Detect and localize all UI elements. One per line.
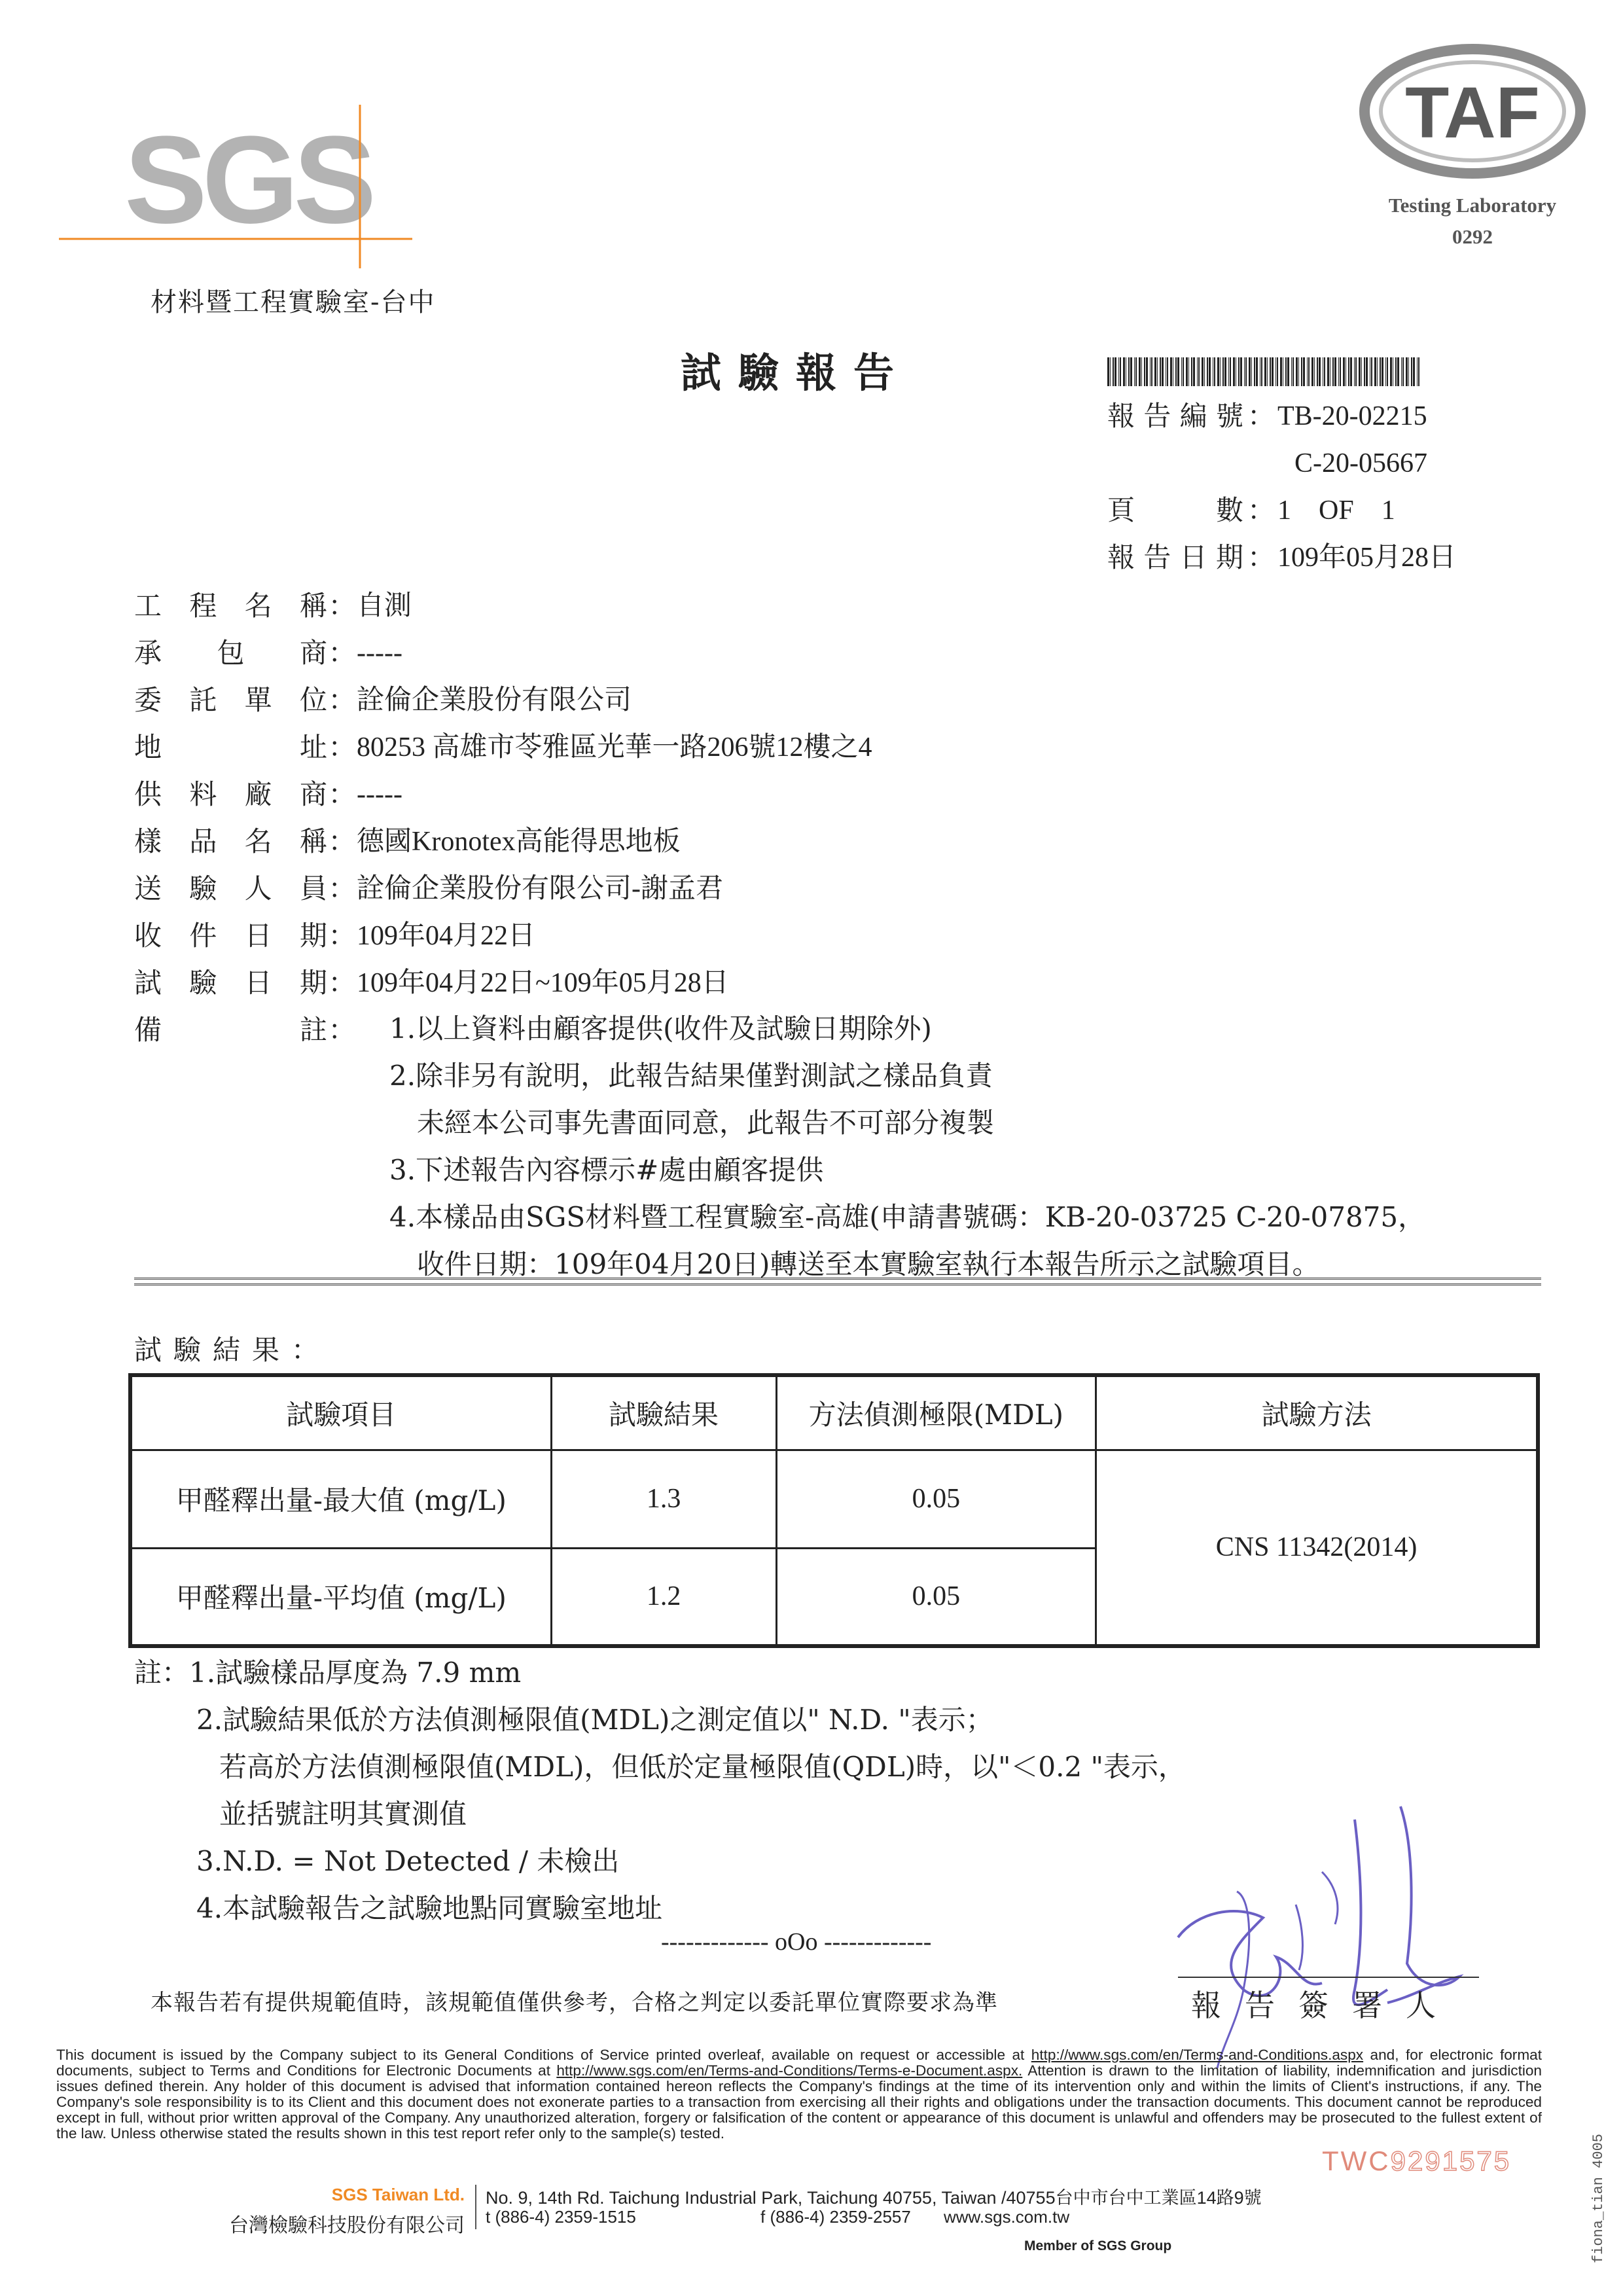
test-method-cell: CNS 11342(2014) <box>1096 1450 1538 1646</box>
barcode-bar <box>1293 357 1294 386</box>
barcode-bar <box>1382 357 1383 386</box>
barcode-bar <box>1364 357 1365 386</box>
note-item: 若高於方法偵測極限值(MDL)，但低於定量極限值(QDL)時，以"＜0.2 "表示， <box>219 1751 1186 1783</box>
barcode-bar <box>1230 357 1231 386</box>
footer-company <box>190 2185 465 2238</box>
barcode-bar <box>1308 357 1310 386</box>
barcode-bar <box>1240 357 1242 386</box>
barcode-bar <box>1202 357 1204 386</box>
barcode-bar <box>1264 357 1266 386</box>
barcode-bar <box>1285 357 1287 386</box>
barcode-bar <box>1387 357 1388 386</box>
barcode-bar <box>1314 357 1315 386</box>
footer-tel: t (886-4) 2359-1515 <box>486 2207 636 2227</box>
info-row-sample <box>134 818 872 865</box>
barcode-bar <box>1228 357 1229 386</box>
remark-item: 2.除非另有說明，此報告結果僅對測試之樣品負責 <box>389 1060 993 1092</box>
barcode-bar <box>1270 357 1271 386</box>
report-number-value-2: C-20-05667 <box>1294 448 1427 478</box>
barcode-bar <box>1183 357 1184 386</box>
colon: ： <box>1247 494 1275 526</box>
barcode-bar <box>1224 357 1226 386</box>
barcode-bar <box>1354 357 1355 386</box>
barcode-bar <box>1327 357 1329 386</box>
barcode-bar <box>1175 357 1177 386</box>
table-header-cell: 試驗方法 <box>1096 1375 1538 1450</box>
barcode-bar <box>1128 357 1130 386</box>
sgs-logo <box>59 105 412 268</box>
page-count-label: 頁數 <box>1107 494 1245 526</box>
info-label: 收件日期 <box>134 920 327 952</box>
barcode-bar <box>1160 357 1161 386</box>
sgs-logo-text: SGS <box>124 111 372 249</box>
barcode-bar <box>1267 357 1268 386</box>
results-table <box>128 1373 1540 1648</box>
barcode-bar <box>1238 357 1240 386</box>
footer-contact <box>486 2207 1069 2227</box>
remark-item: 未經本公司事先書面同意，此報告不可部分複製 <box>417 1107 995 1139</box>
barcode-bar <box>1340 357 1341 386</box>
colon: ： <box>328 590 356 622</box>
legal-text <box>56 2047 1542 2142</box>
legal-part: Attention is drawn to the limitation of liability, indemnification and jurisdiction issues defined therein. Any holder of this document is advised that information contained hereon reflects the Company's findings at the time of its intervention only and within the limits of Client's instructions, if any. The Company's sole responsibility is to its Client and this document does not exonerate parties to a transaction from exercising all their rights and obligations under the transaction documents. This document cannot be reproduced except in full, without prior written approval of the Company. Any unauthorized alteration, forgery or falsification of the content or appearance of this document is unlawful and offenders may be prosecuted to the fullest extent of the law. Unless otherwise stated the results shown in this test report refer only to the sample(s) tested. <box>56 2062 1542 2142</box>
table-header-row <box>130 1375 1538 1450</box>
barcode-bar <box>1115 357 1116 386</box>
barcode-bar <box>1343 357 1345 386</box>
barcode-bar <box>1406 357 1408 386</box>
barcode-bar <box>1245 357 1247 386</box>
info-value: ----- <box>357 638 402 668</box>
barcode-bar <box>1254 357 1255 386</box>
barcode-bar <box>1408 357 1409 386</box>
info-label: 地址 <box>134 731 327 763</box>
barcode-bar <box>1130 357 1132 386</box>
barcode-bar <box>1390 357 1392 386</box>
info-row-submitter <box>134 865 872 912</box>
legal-part: This document is issued by the Company subject to its General Conditions of Service printed overleaf, available on request or accessible at <box>56 2047 1031 2063</box>
note-item: 4.本試驗報告之試驗地點同實驗室地址 <box>196 1892 663 1924</box>
barcode-bar <box>1162 357 1164 386</box>
report-number-label-2 <box>1107 440 1245 487</box>
barcode-bar <box>1222 357 1224 386</box>
barcode-bar <box>1418 357 1419 386</box>
page-count-row <box>1107 487 1456 534</box>
barcode <box>1107 357 1421 386</box>
signature <box>1139 1793 1479 2075</box>
barcode-bar <box>1401 357 1402 386</box>
barcode-bar <box>1411 357 1412 386</box>
barcode-bar <box>1135 357 1137 386</box>
barcode-bar <box>1139 357 1141 386</box>
barcode-bar <box>1275 357 1276 386</box>
test-result-cell: 1.3 <box>551 1450 776 1548</box>
colon: ： <box>328 872 356 905</box>
report-meta <box>1107 393 1456 581</box>
taf-caption-line2: 0292 <box>1452 225 1493 248</box>
barcode-bar <box>1220 357 1221 386</box>
info-value: ----- <box>357 780 402 810</box>
colon: ： <box>328 967 356 999</box>
barcode-bar <box>1113 357 1114 386</box>
barcode-bar <box>1217 357 1219 386</box>
info-label: 工程名稱 <box>134 590 327 622</box>
note-item: 註：1.試驗樣品厚度為 7.9 mm <box>134 1657 522 1689</box>
barcode-bar <box>1146 357 1148 386</box>
disclaimer-zh: 本報告若有提供規範值時，該規範值僅供參考，合格之判定以委託單位實際要求為準 <box>151 1990 998 2016</box>
test-item-cell: 甲醛釋出量-平均值 (mg/L) <box>130 1548 551 1646</box>
report-number-label: 報告編號 <box>1107 400 1245 432</box>
barcode-bar <box>1244 357 1245 386</box>
barcode-bar <box>1350 357 1352 386</box>
colon: ： <box>328 684 356 716</box>
barcode-bar <box>1385 357 1386 386</box>
barcode-bar <box>1272 357 1274 386</box>
info-label: 委託單位 <box>134 684 327 716</box>
signer-label: 報告簽署人 <box>1191 1988 1459 2023</box>
spacer <box>1245 440 1277 487</box>
barcode-bar <box>1361 357 1362 386</box>
note-item: 3.N.D. = Not Detected / 未檢出 <box>196 1845 620 1877</box>
note-item: 並括號註明其實測值 <box>219 1798 467 1830</box>
page-count-value: 1 OF 1 <box>1277 495 1395 526</box>
signature-line <box>1178 1977 1479 1978</box>
barcode-bar <box>1186 357 1188 386</box>
info-label: 備註 <box>134 1014 327 1046</box>
barcode-bar <box>1188 357 1189 386</box>
info-value: 80253 高雄市苓雅區光華一路206號12樓之4 <box>357 732 872 762</box>
barcode-bar <box>1298 357 1299 386</box>
legal-part: and, for electronic format documents, subject to Terms and Conditions for Electronic Documents at <box>56 2047 1542 2079</box>
taf-logo-text: TAF <box>1405 73 1540 153</box>
footer-address: No. 9, 14th Rd. Taichung Industrial Park, Taichung 40755, Taiwan /40755台中市台中工業區14路9號 <box>486 2188 1262 2208</box>
info-value: 詮倫企業股份有限公司 <box>357 685 632 715</box>
barcode-bar <box>1120 357 1121 386</box>
barcode-bar <box>1157 357 1158 386</box>
terms-e-document-link[interactable]: http://www.sgs.com/en/Terms-and-Conditions/Terms-e-Document.aspx. <box>556 2062 1023 2079</box>
info-label: 供料廠商 <box>134 778 327 810</box>
barcode-bar <box>1214 357 1215 386</box>
barcode-bar <box>1134 357 1135 386</box>
barcode-bar <box>1251 357 1252 386</box>
barcode-bar <box>1371 357 1372 386</box>
barcode-bar <box>1198 357 1200 386</box>
info-value: 德國Kronotex高能得思地板 <box>357 827 681 857</box>
test-result-cell: 1.2 <box>551 1548 776 1646</box>
barcode-bar <box>1338 357 1339 386</box>
barcode-bar <box>1301 357 1302 386</box>
barcode-bar <box>1359 357 1361 386</box>
barcode-bar <box>1377 357 1378 386</box>
colon: ： <box>328 778 356 810</box>
lab-name: 材料暨工程實驗室-台中 <box>151 287 436 317</box>
barcode-bar <box>1177 357 1179 386</box>
barcode-bar <box>1207 357 1208 386</box>
footer-fax: f (886-4) 2359-2557 <box>760 2207 911 2227</box>
barcode-bar <box>1280 357 1282 386</box>
barcode-bar <box>1307 357 1308 386</box>
barcode-bar <box>1151 357 1152 386</box>
barcode-bar <box>1249 357 1251 386</box>
barcode-bar <box>1417 357 1418 386</box>
company-name-en: SGS Taiwan Ltd. <box>331 2185 465 2204</box>
report-title: 試驗報告 <box>681 349 912 397</box>
info-label: 樣品名稱 <box>134 825 327 857</box>
report-number-row <box>1107 393 1456 440</box>
results-heading: 試驗結果： <box>134 1334 331 1366</box>
barcode-bar <box>1191 357 1192 386</box>
barcode-bar <box>1256 357 1258 386</box>
note-item: 2.試驗結果低於方法偵測極限值(MDL)之測定值以" N.D. "表示； <box>196 1704 993 1736</box>
barcode-bar <box>1170 357 1172 386</box>
report-date-label: 報告日期 <box>1107 541 1245 573</box>
table-header-cell: 方法偵測極限(MDL) <box>776 1375 1096 1450</box>
colon: ： <box>328 1014 356 1046</box>
barcode-bar <box>1261 357 1262 386</box>
document-serial <box>1322 2145 1511 2177</box>
taf-caption-line1: Testing Laboratory <box>1388 194 1557 217</box>
barcode-bar <box>1334 357 1336 386</box>
double-divider <box>134 1278 1541 1285</box>
barcode-bar <box>1110 357 1111 386</box>
barcode-bar <box>1324 357 1325 386</box>
barcode-bar <box>1317 357 1318 386</box>
barcode-bar <box>1204 357 1205 386</box>
side-annotation: fiona_tian 4005 <box>1590 2134 1607 2264</box>
barcode-bar <box>1380 357 1381 386</box>
info-row-supplier <box>134 771 872 818</box>
info-row-test-date <box>134 960 872 1007</box>
barcode-bar <box>1296 357 1298 386</box>
barcode-bar <box>1303 357 1305 386</box>
info-row-address <box>134 724 872 771</box>
barcode-bar <box>1193 357 1195 386</box>
mdl-cell: 0.05 <box>776 1548 1096 1646</box>
terms-link[interactable]: http://www.sgs.com/en/Terms-and-Conditions.aspx <box>1031 2047 1364 2063</box>
info-label: 試驗日期 <box>134 967 327 999</box>
colon: ： <box>328 825 356 857</box>
table-row <box>130 1450 1538 1548</box>
info-label: 送驗人員 <box>134 872 327 905</box>
barcode-bar <box>1118 357 1119 386</box>
taf-logo <box>1355 39 1590 196</box>
footer-divider <box>475 2185 476 2229</box>
barcode-bar <box>1291 357 1292 386</box>
barcode-bar <box>1413 357 1415 386</box>
report-number-value: TB-20-02215 <box>1277 401 1427 431</box>
end-mark: ------------- oOo ------------- <box>661 1928 932 1956</box>
colon: ： <box>1247 400 1275 432</box>
remark-item: 收件日期：109年04月20日)轉送至本實驗室執行本報告所示之試驗項目。 <box>417 1248 1320 1280</box>
table-header-cell: 試驗結果 <box>551 1375 776 1450</box>
report-date-row <box>1107 534 1456 581</box>
info-label: 承包商 <box>134 637 327 669</box>
company-name-zh: 台灣檢驗科技股份有限公司 <box>229 2214 465 2237</box>
barcode-bar <box>1141 357 1142 386</box>
barcode-bar <box>1233 357 1235 386</box>
barcode-bar <box>1209 357 1211 386</box>
info-row-project <box>134 583 872 630</box>
barcode-bar <box>1154 357 1156 386</box>
colon: ： <box>328 920 356 952</box>
info-row-received <box>134 912 872 960</box>
barcode-bar <box>1397 357 1399 386</box>
barcode-bar <box>1332 357 1334 386</box>
barcode-bar <box>1167 357 1168 386</box>
barcode-bar <box>1311 357 1313 386</box>
footer-web[interactable]: www.sgs.com.tw <box>944 2207 1070 2227</box>
info-value: 109年04月22日~109年05月28日 <box>357 968 729 998</box>
info-row-contractor <box>134 630 872 677</box>
notes-list <box>134 1649 1186 1932</box>
barcode-bar <box>1123 357 1125 386</box>
barcode-bar <box>1107 357 1109 386</box>
remark-item: 3.下述報告內容標示#處由顧客提供 <box>389 1154 824 1186</box>
remark-item: 4.本樣品由SGS材料暨工程實驗室-高雄(申請書號碼：KB-20-03725 C-20-07875， <box>389 1201 1426 1233</box>
remark-item: 1.以上資料由顧客提供(收件及試驗日期除外) <box>389 1013 932 1045</box>
report-number-row-2 <box>1107 440 1456 487</box>
barcode-bar <box>1402 357 1404 386</box>
report-date-value: 109年05月28日 <box>1277 543 1457 573</box>
barcode-bar <box>1395 357 1397 386</box>
remarks-list <box>389 1005 1425 1288</box>
info-row-client <box>134 677 872 724</box>
barcode-bar <box>1348 357 1349 386</box>
serial-prefix: TWC <box>1322 2145 1391 2176</box>
info-value: 自測 <box>357 591 412 621</box>
barcode-bar <box>1355 357 1357 386</box>
serial-number: 9291575 <box>1390 2145 1512 2176</box>
barcode-bar <box>1374 357 1376 386</box>
member-of-sgs: Member of SGS Group <box>1024 2238 1172 2253</box>
barcode-bar <box>1319 357 1321 386</box>
barcode-bar <box>1181 357 1182 386</box>
report-info <box>134 583 872 1054</box>
colon: ： <box>328 637 356 669</box>
info-value: 詮倫企業股份有限公司-謝孟君 <box>357 874 723 904</box>
barcode-bar <box>1366 357 1368 386</box>
colon: ： <box>1247 541 1275 573</box>
barcode-bar <box>1197 357 1198 386</box>
info-value: 109年04月22日 <box>357 921 536 951</box>
taf-caption <box>1355 190 1590 253</box>
colon: ： <box>328 731 356 763</box>
test-item-cell: 甲醛釋出量-最大值 (mg/L) <box>130 1450 551 1548</box>
barcode-bar <box>1144 357 1145 386</box>
barcode-bar <box>1287 357 1289 386</box>
mdl-cell: 0.05 <box>776 1450 1096 1548</box>
barcode-bar <box>1277 357 1278 386</box>
table-header-cell: 試驗項目 <box>130 1375 551 1450</box>
